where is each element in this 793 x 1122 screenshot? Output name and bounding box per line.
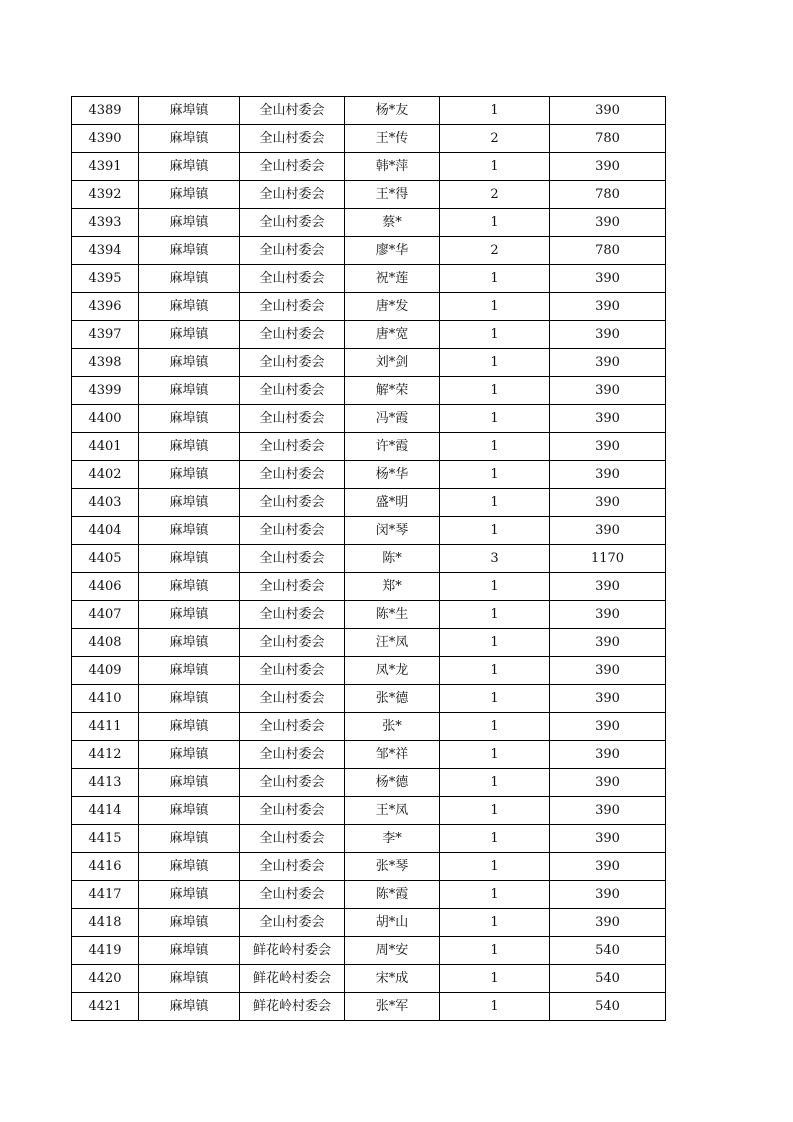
person-name-cell: 陈*生 xyxy=(345,601,440,629)
village-cell: 全山村委会 xyxy=(240,321,345,349)
amount-cell: 390 xyxy=(550,461,666,489)
village-cell: 全山村委会 xyxy=(240,489,345,517)
person-name-cell: 张*琴 xyxy=(345,853,440,881)
person-name-cell: 王*凤 xyxy=(345,797,440,825)
village-cell: 全山村委会 xyxy=(240,153,345,181)
village-cell: 全山村委会 xyxy=(240,265,345,293)
count-cell: 1 xyxy=(440,153,550,181)
amount-cell: 390 xyxy=(550,377,666,405)
village-cell: 鲜花岭村委会 xyxy=(240,965,345,993)
amount-cell: 390 xyxy=(550,769,666,797)
row-number-cell: 4404 xyxy=(72,517,139,545)
count-cell: 1 xyxy=(440,797,550,825)
village-cell: 全山村委会 xyxy=(240,181,345,209)
amount-cell: 390 xyxy=(550,573,666,601)
count-cell: 1 xyxy=(440,965,550,993)
count-cell: 1 xyxy=(440,517,550,545)
amount-cell: 540 xyxy=(550,937,666,965)
records-table xyxy=(71,96,666,1021)
amount-cell: 390 xyxy=(550,489,666,517)
village-cell: 全山村委会 xyxy=(240,293,345,321)
town-cell: 麻埠镇 xyxy=(139,265,240,293)
count-cell: 2 xyxy=(440,237,550,265)
table-row xyxy=(72,517,666,545)
person-name-cell: 唐*发 xyxy=(345,293,440,321)
count-cell: 1 xyxy=(440,853,550,881)
table-row xyxy=(72,489,666,517)
person-name-cell: 杨*华 xyxy=(345,461,440,489)
table-row xyxy=(72,629,666,657)
village-cell: 全山村委会 xyxy=(240,657,345,685)
row-number-cell: 4401 xyxy=(72,433,139,461)
person-name-cell: 王*传 xyxy=(345,125,440,153)
count-cell: 1 xyxy=(440,825,550,853)
row-number-cell: 4389 xyxy=(72,97,139,125)
town-cell: 麻埠镇 xyxy=(139,349,240,377)
person-name-cell: 周*安 xyxy=(345,937,440,965)
town-cell: 麻埠镇 xyxy=(139,937,240,965)
town-cell: 麻埠镇 xyxy=(139,209,240,237)
village-cell: 全山村委会 xyxy=(240,545,345,573)
town-cell: 麻埠镇 xyxy=(139,797,240,825)
row-number-cell: 4418 xyxy=(72,909,139,937)
amount-cell: 390 xyxy=(550,293,666,321)
person-name-cell: 凤*龙 xyxy=(345,657,440,685)
row-number-cell: 4393 xyxy=(72,209,139,237)
count-cell: 1 xyxy=(440,209,550,237)
count-cell: 1 xyxy=(440,377,550,405)
amount-cell: 390 xyxy=(550,321,666,349)
village-cell: 全山村委会 xyxy=(240,97,345,125)
amount-cell: 390 xyxy=(550,517,666,545)
town-cell: 麻埠镇 xyxy=(139,881,240,909)
amount-cell: 390 xyxy=(550,881,666,909)
person-name-cell: 盛*明 xyxy=(345,489,440,517)
table-row xyxy=(72,993,666,1021)
amount-cell: 540 xyxy=(550,993,666,1021)
amount-cell: 390 xyxy=(550,657,666,685)
amount-cell: 390 xyxy=(550,349,666,377)
village-cell: 全山村委会 xyxy=(240,685,345,713)
person-name-cell: 许*霞 xyxy=(345,433,440,461)
table-row xyxy=(72,965,666,993)
row-number-cell: 4395 xyxy=(72,265,139,293)
village-cell: 全山村委会 xyxy=(240,713,345,741)
table-row xyxy=(72,125,666,153)
town-cell: 麻埠镇 xyxy=(139,461,240,489)
count-cell: 1 xyxy=(440,741,550,769)
village-cell: 全山村委会 xyxy=(240,125,345,153)
table-body xyxy=(72,97,666,1021)
town-cell: 麻埠镇 xyxy=(139,685,240,713)
amount-cell: 390 xyxy=(550,825,666,853)
town-cell: 麻埠镇 xyxy=(139,181,240,209)
person-name-cell: 邹*祥 xyxy=(345,741,440,769)
row-number-cell: 4419 xyxy=(72,937,139,965)
row-number-cell: 4408 xyxy=(72,629,139,657)
town-cell: 麻埠镇 xyxy=(139,97,240,125)
table-row xyxy=(72,377,666,405)
amount-cell: 540 xyxy=(550,965,666,993)
table-row xyxy=(72,293,666,321)
table-row xyxy=(72,853,666,881)
table-row xyxy=(72,881,666,909)
town-cell: 麻埠镇 xyxy=(139,601,240,629)
village-cell: 全山村委会 xyxy=(240,629,345,657)
person-name-cell: 王*得 xyxy=(345,181,440,209)
table-row xyxy=(72,209,666,237)
row-number-cell: 4421 xyxy=(72,993,139,1021)
village-cell: 全山村委会 xyxy=(240,461,345,489)
town-cell: 麻埠镇 xyxy=(139,433,240,461)
row-number-cell: 4398 xyxy=(72,349,139,377)
town-cell: 麻埠镇 xyxy=(139,377,240,405)
town-cell: 麻埠镇 xyxy=(139,825,240,853)
amount-cell: 780 xyxy=(550,125,666,153)
person-name-cell: 郑* xyxy=(345,573,440,601)
town-cell: 麻埠镇 xyxy=(139,321,240,349)
amount-cell: 390 xyxy=(550,909,666,937)
count-cell: 1 xyxy=(440,97,550,125)
village-cell: 全山村委会 xyxy=(240,797,345,825)
row-number-cell: 4396 xyxy=(72,293,139,321)
table-row xyxy=(72,825,666,853)
row-number-cell: 4417 xyxy=(72,881,139,909)
count-cell: 1 xyxy=(440,349,550,377)
town-cell: 麻埠镇 xyxy=(139,489,240,517)
table-row xyxy=(72,657,666,685)
town-cell: 麻埠镇 xyxy=(139,769,240,797)
person-name-cell: 闵*琴 xyxy=(345,517,440,545)
town-cell: 麻埠镇 xyxy=(139,293,240,321)
amount-cell: 390 xyxy=(550,265,666,293)
count-cell: 1 xyxy=(440,321,550,349)
village-cell: 全山村委会 xyxy=(240,433,345,461)
amount-cell: 390 xyxy=(550,405,666,433)
count-cell: 1 xyxy=(440,685,550,713)
town-cell: 麻埠镇 xyxy=(139,125,240,153)
table-row xyxy=(72,909,666,937)
count-cell: 1 xyxy=(440,769,550,797)
town-cell: 麻埠镇 xyxy=(139,405,240,433)
row-number-cell: 4394 xyxy=(72,237,139,265)
amount-cell: 390 xyxy=(550,797,666,825)
amount-cell: 390 xyxy=(550,713,666,741)
town-cell: 麻埠镇 xyxy=(139,657,240,685)
village-cell: 全山村委会 xyxy=(240,209,345,237)
person-name-cell: 张* xyxy=(345,713,440,741)
table-row xyxy=(72,937,666,965)
town-cell: 麻埠镇 xyxy=(139,741,240,769)
person-name-cell: 宋*成 xyxy=(345,965,440,993)
table-row xyxy=(72,769,666,797)
person-name-cell: 祝*莲 xyxy=(345,265,440,293)
town-cell: 麻埠镇 xyxy=(139,853,240,881)
count-cell: 1 xyxy=(440,629,550,657)
amount-cell: 780 xyxy=(550,181,666,209)
village-cell: 全山村委会 xyxy=(240,237,345,265)
count-cell: 1 xyxy=(440,601,550,629)
row-number-cell: 4402 xyxy=(72,461,139,489)
person-name-cell: 陈* xyxy=(345,545,440,573)
count-cell: 1 xyxy=(440,405,550,433)
row-number-cell: 4400 xyxy=(72,405,139,433)
count-cell: 1 xyxy=(440,713,550,741)
amount-cell: 390 xyxy=(550,153,666,181)
person-name-cell: 韩*萍 xyxy=(345,153,440,181)
count-cell: 1 xyxy=(440,461,550,489)
town-cell: 麻埠镇 xyxy=(139,517,240,545)
table-row xyxy=(72,797,666,825)
person-name-cell: 陈*霞 xyxy=(345,881,440,909)
person-name-cell: 汪*凤 xyxy=(345,629,440,657)
village-cell: 全山村委会 xyxy=(240,517,345,545)
count-cell: 1 xyxy=(440,993,550,1021)
row-number-cell: 4391 xyxy=(72,153,139,181)
amount-cell: 390 xyxy=(550,853,666,881)
count-cell: 1 xyxy=(440,909,550,937)
table-row xyxy=(72,237,666,265)
table-row xyxy=(72,153,666,181)
amount-cell: 390 xyxy=(550,741,666,769)
row-number-cell: 4403 xyxy=(72,489,139,517)
town-cell: 麻埠镇 xyxy=(139,153,240,181)
person-name-cell: 张*军 xyxy=(345,993,440,1021)
count-cell: 2 xyxy=(440,181,550,209)
table-row xyxy=(72,545,666,573)
town-cell: 麻埠镇 xyxy=(139,993,240,1021)
table-row xyxy=(72,685,666,713)
table-row xyxy=(72,741,666,769)
village-cell: 全山村委会 xyxy=(240,769,345,797)
person-name-cell: 冯*霞 xyxy=(345,405,440,433)
town-cell: 麻埠镇 xyxy=(139,713,240,741)
amount-cell: 390 xyxy=(550,601,666,629)
row-number-cell: 4412 xyxy=(72,741,139,769)
village-cell: 全山村委会 xyxy=(240,825,345,853)
row-number-cell: 4410 xyxy=(72,685,139,713)
row-number-cell: 4415 xyxy=(72,825,139,853)
row-number-cell: 4406 xyxy=(72,573,139,601)
village-cell: 全山村委会 xyxy=(240,573,345,601)
amount-cell: 1170 xyxy=(550,545,666,573)
count-cell: 1 xyxy=(440,293,550,321)
person-name-cell: 张*德 xyxy=(345,685,440,713)
village-cell: 全山村委会 xyxy=(240,601,345,629)
table-row xyxy=(72,349,666,377)
count-cell: 1 xyxy=(440,265,550,293)
row-number-cell: 4416 xyxy=(72,853,139,881)
town-cell: 麻埠镇 xyxy=(139,237,240,265)
village-cell: 全山村委会 xyxy=(240,741,345,769)
count-cell: 1 xyxy=(440,573,550,601)
row-number-cell: 4411 xyxy=(72,713,139,741)
village-cell: 全山村委会 xyxy=(240,853,345,881)
table-row xyxy=(72,97,666,125)
table-row xyxy=(72,713,666,741)
table-row xyxy=(72,433,666,461)
village-cell: 全山村委会 xyxy=(240,909,345,937)
count-cell: 1 xyxy=(440,433,550,461)
row-number-cell: 4392 xyxy=(72,181,139,209)
row-number-cell: 4409 xyxy=(72,657,139,685)
amount-cell: 390 xyxy=(550,433,666,461)
village-cell: 全山村委会 xyxy=(240,377,345,405)
town-cell: 麻埠镇 xyxy=(139,573,240,601)
count-cell: 1 xyxy=(440,937,550,965)
row-number-cell: 4390 xyxy=(72,125,139,153)
table-row xyxy=(72,321,666,349)
person-name-cell: 胡*山 xyxy=(345,909,440,937)
person-name-cell: 刘*剑 xyxy=(345,349,440,377)
table-row xyxy=(72,265,666,293)
count-cell: 1 xyxy=(440,657,550,685)
table-row xyxy=(72,573,666,601)
person-name-cell: 廖*华 xyxy=(345,237,440,265)
table-row xyxy=(72,461,666,489)
count-cell: 1 xyxy=(440,881,550,909)
person-name-cell: 杨*友 xyxy=(345,97,440,125)
table-row xyxy=(72,181,666,209)
row-number-cell: 4397 xyxy=(72,321,139,349)
village-cell: 全山村委会 xyxy=(240,881,345,909)
row-number-cell: 4405 xyxy=(72,545,139,573)
town-cell: 麻埠镇 xyxy=(139,629,240,657)
row-number-cell: 4414 xyxy=(72,797,139,825)
village-cell: 全山村委会 xyxy=(240,405,345,433)
person-name-cell: 杨*德 xyxy=(345,769,440,797)
amount-cell: 390 xyxy=(550,685,666,713)
amount-cell: 780 xyxy=(550,237,666,265)
village-cell: 鲜花岭村委会 xyxy=(240,993,345,1021)
row-number-cell: 4399 xyxy=(72,377,139,405)
town-cell: 麻埠镇 xyxy=(139,545,240,573)
table-row xyxy=(72,405,666,433)
row-number-cell: 4413 xyxy=(72,769,139,797)
count-cell: 2 xyxy=(440,125,550,153)
person-name-cell: 唐*宽 xyxy=(345,321,440,349)
person-name-cell: 蔡* xyxy=(345,209,440,237)
amount-cell: 390 xyxy=(550,97,666,125)
town-cell: 麻埠镇 xyxy=(139,909,240,937)
table-row xyxy=(72,601,666,629)
person-name-cell: 李* xyxy=(345,825,440,853)
amount-cell: 390 xyxy=(550,629,666,657)
count-cell: 3 xyxy=(440,545,550,573)
person-name-cell: 解*荣 xyxy=(345,377,440,405)
amount-cell: 390 xyxy=(550,209,666,237)
town-cell: 麻埠镇 xyxy=(139,965,240,993)
row-number-cell: 4420 xyxy=(72,965,139,993)
village-cell: 鲜花岭村委会 xyxy=(240,937,345,965)
village-cell: 全山村委会 xyxy=(240,349,345,377)
count-cell: 1 xyxy=(440,489,550,517)
row-number-cell: 4407 xyxy=(72,601,139,629)
